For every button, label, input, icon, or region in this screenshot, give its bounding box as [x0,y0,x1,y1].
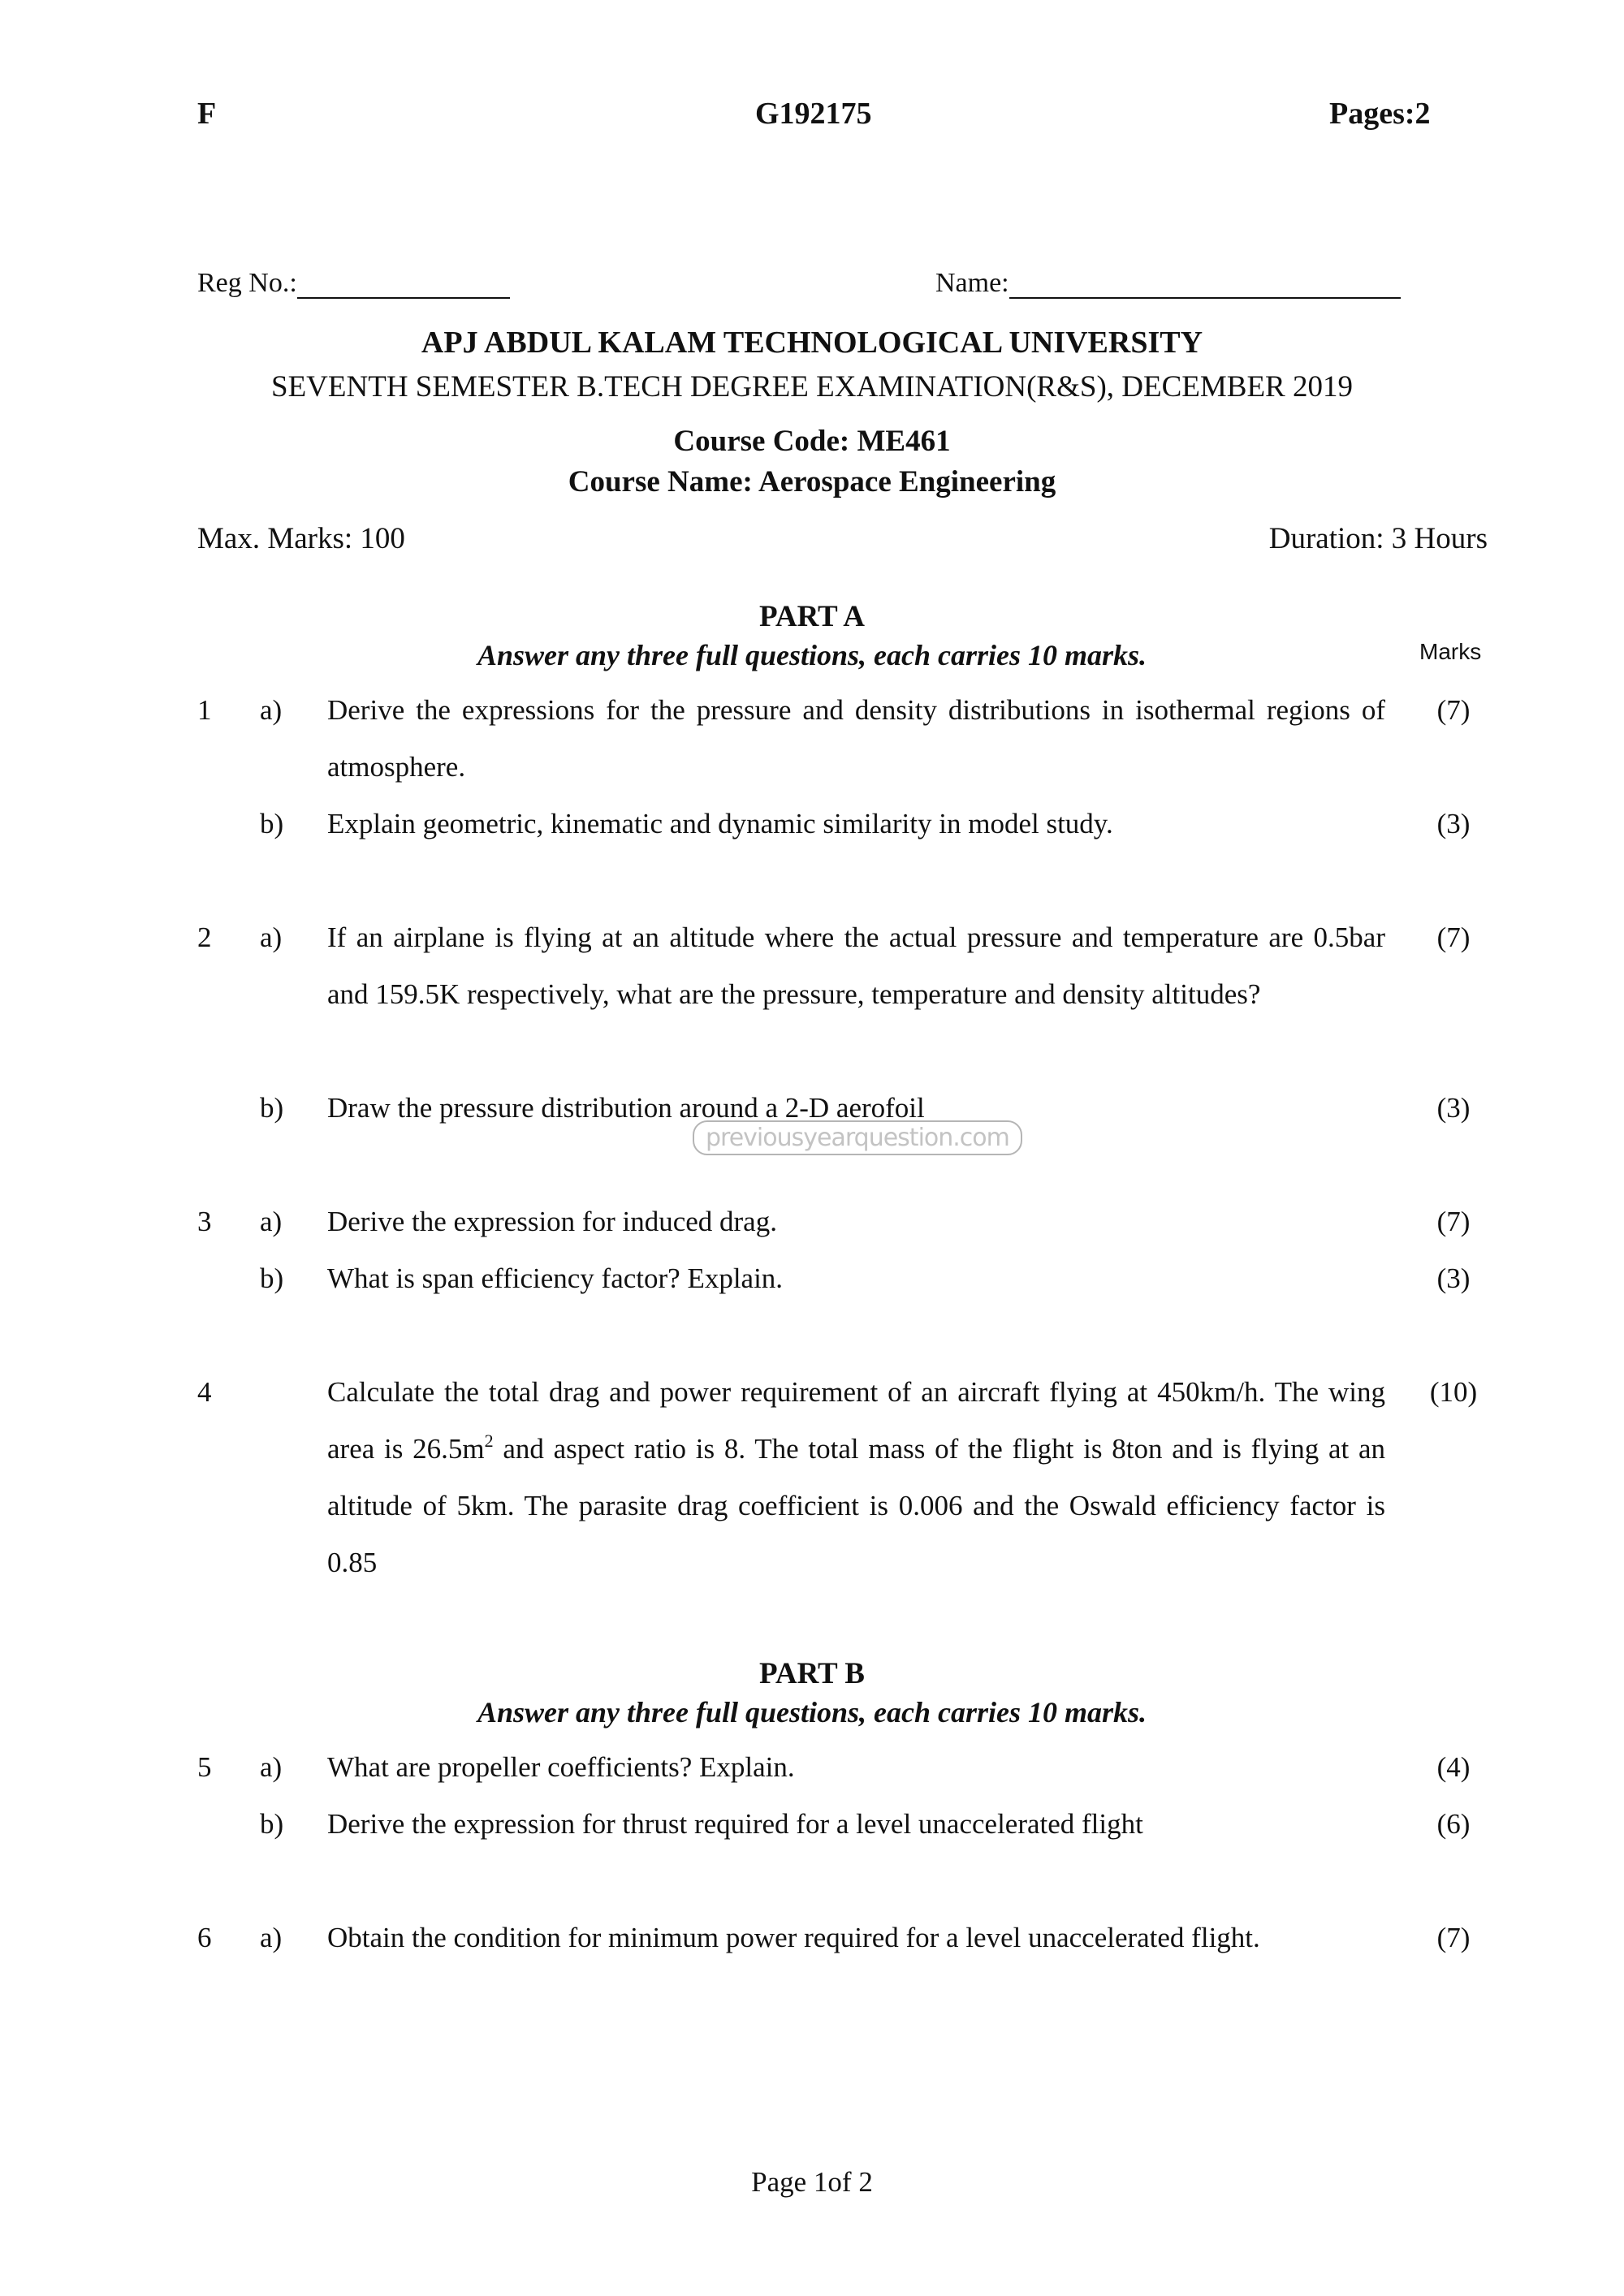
question-text: What is span efficiency factor? Explain. [327,1262,784,1294]
question-text: If an airplane is flying at an altitude where the actual pressure and temperature are 0.5bar and 159.5K respectively, what are the pressure, temperature and density altitudes? [327,921,1385,1010]
subquestion-label: b) [260,1262,284,1294]
question-marks: (7) [1436,921,1471,953]
subquestion-label: a) [260,1751,283,1783]
reg-no-blank [297,273,510,299]
duration: Duration: 3 Hours [1268,522,1488,555]
reg-no-field [197,268,510,299]
page-count: Pages:2 [1329,97,1431,131]
part-b-title: PART B [759,1657,865,1690]
question-number: 2 [197,921,212,953]
question-text: Derive the expressions for the pressure and density distributions in isothermal regions of atmosphere. [327,694,1385,783]
subquestion-label: b) [260,1092,284,1124]
watermark-logo: previousyearquestion.com [693,1120,1022,1155]
question-marks: (3) [1436,808,1471,839]
exam-title: SEVENTH SEMESTER B.TECH DEGREE EXAMINATION(R&S), DECEMBER 2019 [271,370,1353,404]
question-number: 1 [197,694,212,726]
question-text: Explain geometric, kinematic and dynamic similarity in model study. [327,808,1113,839]
course-name: Course Name: Aerospace Engineering [568,465,1056,498]
marks-column-header: Marks [1419,639,1482,664]
question-text-part: Calculate the total drag and power requirement of an aircraft flying at 450km/h. The wing area is 26.5m [327,1376,1385,1465]
subquestion-label: a) [260,1922,283,1953]
part-a-instruction: Answer any three full questions, each carries 10 marks. [477,639,1147,671]
paper-code: G192175 [755,97,872,131]
paper-set-label: F [197,97,217,131]
question-text: Derive the expression for thrust required for a level unaccelerated flight [327,1808,1143,1840]
subquestion-label: a) [260,921,283,953]
question-marks: (3) [1436,1092,1471,1124]
part-b-instruction: Answer any three full questions, each carries 10 marks. [477,1696,1147,1728]
subquestion-label: b) [260,1808,284,1840]
question-number: 3 [197,1206,212,1237]
part-a-title: PART A [759,600,865,633]
university-title: APJ ABDUL KALAM TECHNOLOGICAL UNIVERSITY [421,326,1203,360]
question-text: Draw the pressure distribution around a 2-D aerofoil [327,1092,925,1124]
question-marks: (7) [1436,694,1471,726]
question-marks: (6) [1436,1808,1471,1840]
max-marks: Max. Marks: 100 [197,522,405,555]
question-marks: (10) [1429,1376,1478,1408]
question-text: What are propeller coefficients? Explain. [327,1751,795,1783]
question-text: Obtain the condition for minimum power required for a level unaccelerated flight. [327,1922,1260,1953]
name-blank [1009,273,1401,299]
question-text [327,1364,1385,1591]
reg-no-label: Reg No.: [197,268,297,298]
question-marks: (7) [1436,1206,1471,1237]
question-text-part: and aspect ratio is 8. The total mass of the flight is 8ton and is flying at an altitude of 5km. The parasite drag coefficient is 0.006 and the Oswald efficiency factor is 0.85 [327,1433,1385,1578]
question-text: Derive the expression for induced drag. [327,1206,777,1237]
course-code: Course Code: ME461 [673,425,951,458]
subquestion-label: a) [260,694,283,726]
subquestion-label: a) [260,1206,283,1237]
question-number: 4 [197,1376,212,1408]
superscript: 2 [484,1431,494,1451]
question-marks: (3) [1436,1262,1471,1294]
name-label: Name: [935,268,1009,298]
question-number: 6 [197,1922,212,1953]
question-marks: (7) [1436,1922,1471,1953]
question-number: 5 [197,1751,212,1783]
subquestion-label: b) [260,808,284,839]
page-footer: Page 1of 2 [751,2166,873,2198]
name-field [935,268,1401,299]
question-marks: (4) [1436,1751,1471,1783]
